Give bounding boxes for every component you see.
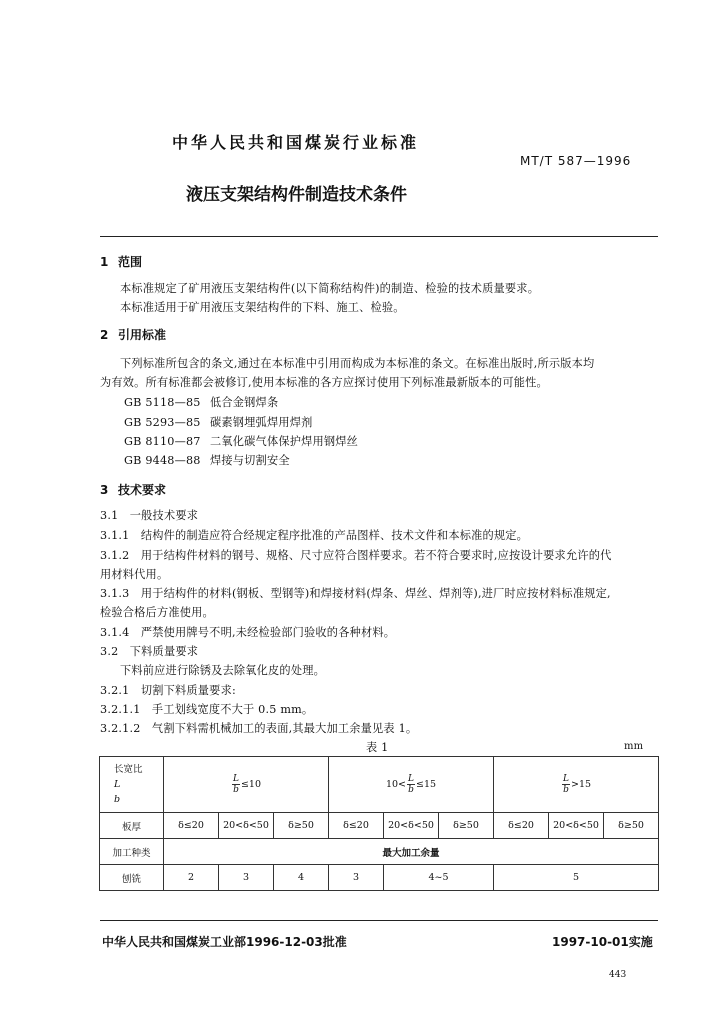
table-cell: δ≤20 xyxy=(164,813,219,839)
clause: 3.1.3 用于结构件的材料(钢板、型钢等)和焊接材料(焊条、焊丝、焊剂等),进厂时应按材料标准规定, xyxy=(100,587,611,600)
clause: 3.2 下料质量要求 xyxy=(100,645,199,658)
fraction-numerator: L xyxy=(232,774,239,784)
table-unit: mm xyxy=(624,741,644,752)
table-cell: 4~5 xyxy=(384,865,494,891)
table-cell: 20<δ<50 xyxy=(219,813,274,839)
section-title: 引用标准 xyxy=(118,328,167,342)
reference-code: GB 5118—85 xyxy=(124,396,201,409)
paragraph: 为有效。所有标准都会被修订,使用本标准的各方应探讨使用下列标准最新版本的可能性。 xyxy=(100,376,548,389)
table-cell: 5 xyxy=(494,865,659,891)
ratio-suffix: ≤10 xyxy=(240,779,262,790)
clause: 检验合格后方准使用。 xyxy=(100,606,214,619)
clause: 3.1.2 用于结构件材料的钢号、规格、尺寸应符合图样要求。若不符合要求时,应按设计要求允许的代 xyxy=(100,549,612,562)
ratio-suffix: >15 xyxy=(571,779,592,790)
clause: 3.1.4 严禁使用牌号不明,未经检验部门验收的各种材料。 xyxy=(100,626,396,639)
ratio-fraction xyxy=(562,774,570,795)
reference-item xyxy=(124,452,290,468)
clause: 3.1 一般技术要求 xyxy=(100,509,199,522)
table-caption: 表 1 xyxy=(366,741,389,754)
table-cell: 4 xyxy=(274,865,329,891)
reference-name: 二氧化碳气体保护焊用钢焊丝 xyxy=(210,435,359,448)
section-number: 2 xyxy=(100,328,109,342)
reference-code: GB 8110—87 xyxy=(124,435,201,448)
footer-divider xyxy=(100,920,658,921)
table-corner-cell xyxy=(100,757,164,813)
header-divider xyxy=(100,236,658,237)
clause: 3.2.1 切割下料质量要求: xyxy=(100,684,236,697)
paragraph: 本标准适用于矿用液压支架结构件的下料、施工、检验。 xyxy=(120,301,405,314)
table-cell: 3 xyxy=(329,865,384,891)
ratio-group-cell xyxy=(494,757,659,813)
table-cell: δ≥50 xyxy=(604,813,659,839)
table-row xyxy=(100,813,659,839)
row-label: 刨铣 xyxy=(100,865,164,891)
approval-info: 中华人民共和国煤炭工业部1996-12-03批准 xyxy=(102,935,347,949)
section-3-heading xyxy=(100,481,166,498)
table-cell: 20<δ<50 xyxy=(384,813,439,839)
table-cell: 2 xyxy=(164,865,219,891)
table-cell: δ≥50 xyxy=(439,813,494,839)
reference-item xyxy=(124,414,313,430)
table-row xyxy=(100,839,659,865)
corner-label: 长宽比 xyxy=(114,764,143,775)
table-row xyxy=(100,865,659,891)
document-title: 液压支架结构件制造技术条件 xyxy=(186,185,407,205)
clause: 3.2.1.1 手工划线宽度不大于 0.5 mm。 xyxy=(100,703,314,716)
clause: 用材料代用。 xyxy=(100,568,169,581)
reference-name: 低合金钢焊条 xyxy=(210,396,279,409)
row-label: 板厚 xyxy=(100,813,164,839)
table-cell: δ≥50 xyxy=(274,813,329,839)
section-title: 技术要求 xyxy=(118,483,167,497)
table-1 xyxy=(99,756,659,891)
reference-item xyxy=(124,394,278,410)
ratio-group-cell xyxy=(164,757,329,813)
section-number: 3 xyxy=(100,483,109,497)
table-cell: 20<δ<50 xyxy=(549,813,604,839)
paragraph: 下列标准所包含的条文,通过在本标准中引用而构成为本标准的条文。在标准出版时,所示版本均 xyxy=(120,357,595,370)
ratio-group-cell xyxy=(329,757,494,813)
table-row xyxy=(100,757,659,813)
page-number: 443 xyxy=(609,970,627,980)
section-title: 范围 xyxy=(118,255,143,269)
standard-code: MT/T 587—1996 xyxy=(520,154,632,168)
table-cell: δ≤20 xyxy=(494,813,549,839)
reference-code: GB 5293—85 xyxy=(124,416,201,429)
reference-name: 碳素钢埋弧焊用焊剂 xyxy=(210,416,313,429)
fraction-numerator: L xyxy=(408,774,415,784)
clause: 下料前应进行除锈及去除氧化皮的处理。 xyxy=(120,664,325,677)
ratio-fraction xyxy=(232,774,240,795)
paragraph: 本标准规定了矿用液压支架结构件(以下简称结构件)的制造、检验的技术质量要求。 xyxy=(120,282,540,295)
section-2-heading xyxy=(100,326,166,343)
table-cell: 最大加工余量 xyxy=(164,839,659,865)
fraction-denominator: b xyxy=(408,785,414,795)
table-cell: 3 xyxy=(219,865,274,891)
fraction-denominator: b xyxy=(233,785,239,795)
row-label: 加工种类 xyxy=(100,839,164,865)
reference-name: 焊接与切割安全 xyxy=(210,454,290,467)
clause: 3.1.1 结构件的制造应符合经规定程序批准的产品图样、技术文件和本标准的规定。 xyxy=(100,529,529,542)
reference-item xyxy=(124,433,358,449)
ratio-suffix: ≤15 xyxy=(416,779,437,790)
standard-organization: 中华人民共和国煤炭行业标准 xyxy=(172,133,420,152)
table-cell: δ≤20 xyxy=(329,813,384,839)
section-number: 1 xyxy=(100,255,109,269)
ratio-fraction xyxy=(407,774,415,795)
clause: 3.2.1.2 气割下料需机械加工的表面,其最大加工余量见表 1。 xyxy=(100,722,418,735)
reference-code: GB 9448—88 xyxy=(124,454,201,467)
fraction-denominator: b xyxy=(563,785,569,795)
fraction-numerator: L xyxy=(563,774,569,784)
corner-label: b xyxy=(114,794,121,805)
ratio-prefix: 10< xyxy=(385,779,407,790)
section-1-heading xyxy=(100,253,142,270)
corner-label: L xyxy=(114,779,121,790)
implementation-date: 1997-10-01实施 xyxy=(552,935,653,949)
